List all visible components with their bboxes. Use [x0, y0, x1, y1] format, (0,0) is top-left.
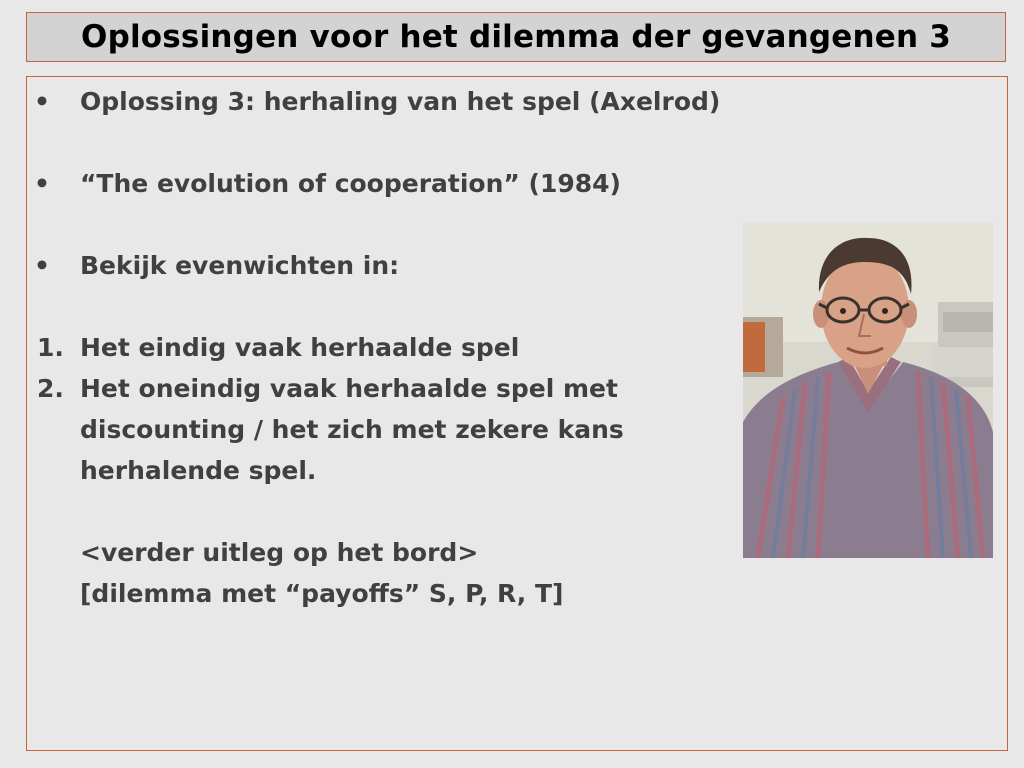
note-text: <verder uitleg op het bord> [80, 538, 479, 567]
number-marker: 2. [37, 374, 64, 403]
bullet-marker: • [34, 87, 50, 116]
bullet-text: Bekijk evenwichten in: [80, 251, 400, 280]
numbered-text: herhalende spel. [80, 456, 317, 485]
note-text: [dilemma met “payoffs” S, P, R, T] [80, 579, 564, 608]
title-bar [26, 12, 1006, 62]
slide-title: Oplossingen voor het dilemma der gevangenen 3 [81, 19, 951, 55]
bullet-marker: • [34, 251, 50, 280]
numbered-text: discounting / het zich met zekere kans [80, 415, 624, 444]
numbered-text: Het oneindig vaak herhaalde spel met [80, 374, 618, 403]
number-marker: 1. [37, 333, 64, 362]
portrait-photo [743, 222, 993, 558]
numbered-text: Het eindig vaak herhaalde spel [80, 333, 520, 362]
bullet-text: Oplossing 3: herhaling van het spel (Axelrod) [80, 87, 721, 116]
bullet-marker: • [34, 169, 50, 198]
bullet-text: “The evolution of cooperation” (1984) [80, 169, 621, 198]
